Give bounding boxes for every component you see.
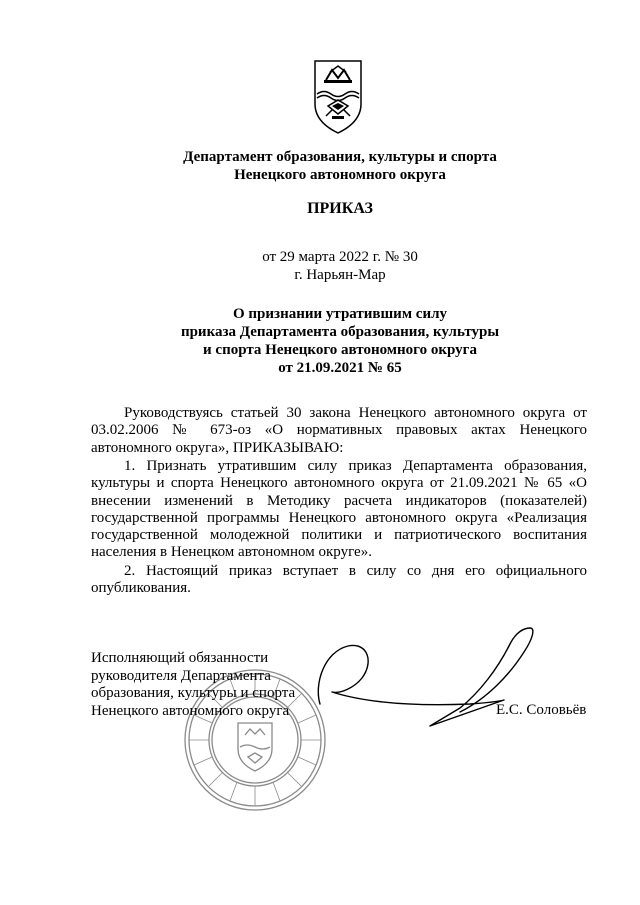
document-date-number: от 29 марта 2022 г. № 30 bbox=[262, 249, 418, 265]
order-item-2: 2. Настоящий приказ вступает в силу со дня его официального опубликования. bbox=[91, 563, 587, 597]
subject-line: и спорта Ненецкого автономного округа bbox=[203, 342, 477, 358]
subject-line: О признании утратившим силу bbox=[233, 306, 447, 322]
subject-line: от 21.09.2021 № 65 bbox=[278, 360, 402, 376]
coat-of-arms-icon bbox=[312, 58, 364, 136]
organization-name-line1: Департамент образования, культуры и спорта bbox=[183, 149, 497, 165]
document-type: ПРИКАЗ bbox=[307, 200, 373, 217]
signer-name: Е.С. Соловьёв bbox=[496, 702, 587, 718]
organization-name-line2: Ненецкого автономного округа bbox=[234, 167, 446, 183]
signatory-position-line: руководителя Департамента bbox=[91, 667, 271, 684]
signatory-position-line: Исполняющий обязанности bbox=[91, 650, 269, 666]
preamble-paragraph: Руководствуясь статьей 30 закона Ненецкого автономного округа от 03.02.2006 № 673-оз «О нормативных правовых актах Ненецкого автономного округа», ПРИКАЗЫВАЮ: bbox=[91, 405, 587, 456]
signatory-position-line: Ненецкого автономного округа bbox=[91, 702, 290, 719]
subject-line: приказа Департамента образования, культуры bbox=[180, 324, 500, 340]
document-place: г. Нарьян-Мар bbox=[294, 267, 386, 283]
order-item-1: 1. Признать утратившим силу приказ Департамента образования, культуры и спорта Ненецкого автономного округа от 21.09.2021 № 65 «О внесении изменений в Методику расчета индикаторов (показателей) государственной программы Ненецкого автономного округа «Реализация государственной молодежной политики и патриотического воспитания населения в Ненецком автономном округе». bbox=[91, 458, 587, 561]
signatory-position bbox=[91, 650, 321, 720]
signatory-position-line: образования, культуры и спорта bbox=[91, 685, 296, 701]
